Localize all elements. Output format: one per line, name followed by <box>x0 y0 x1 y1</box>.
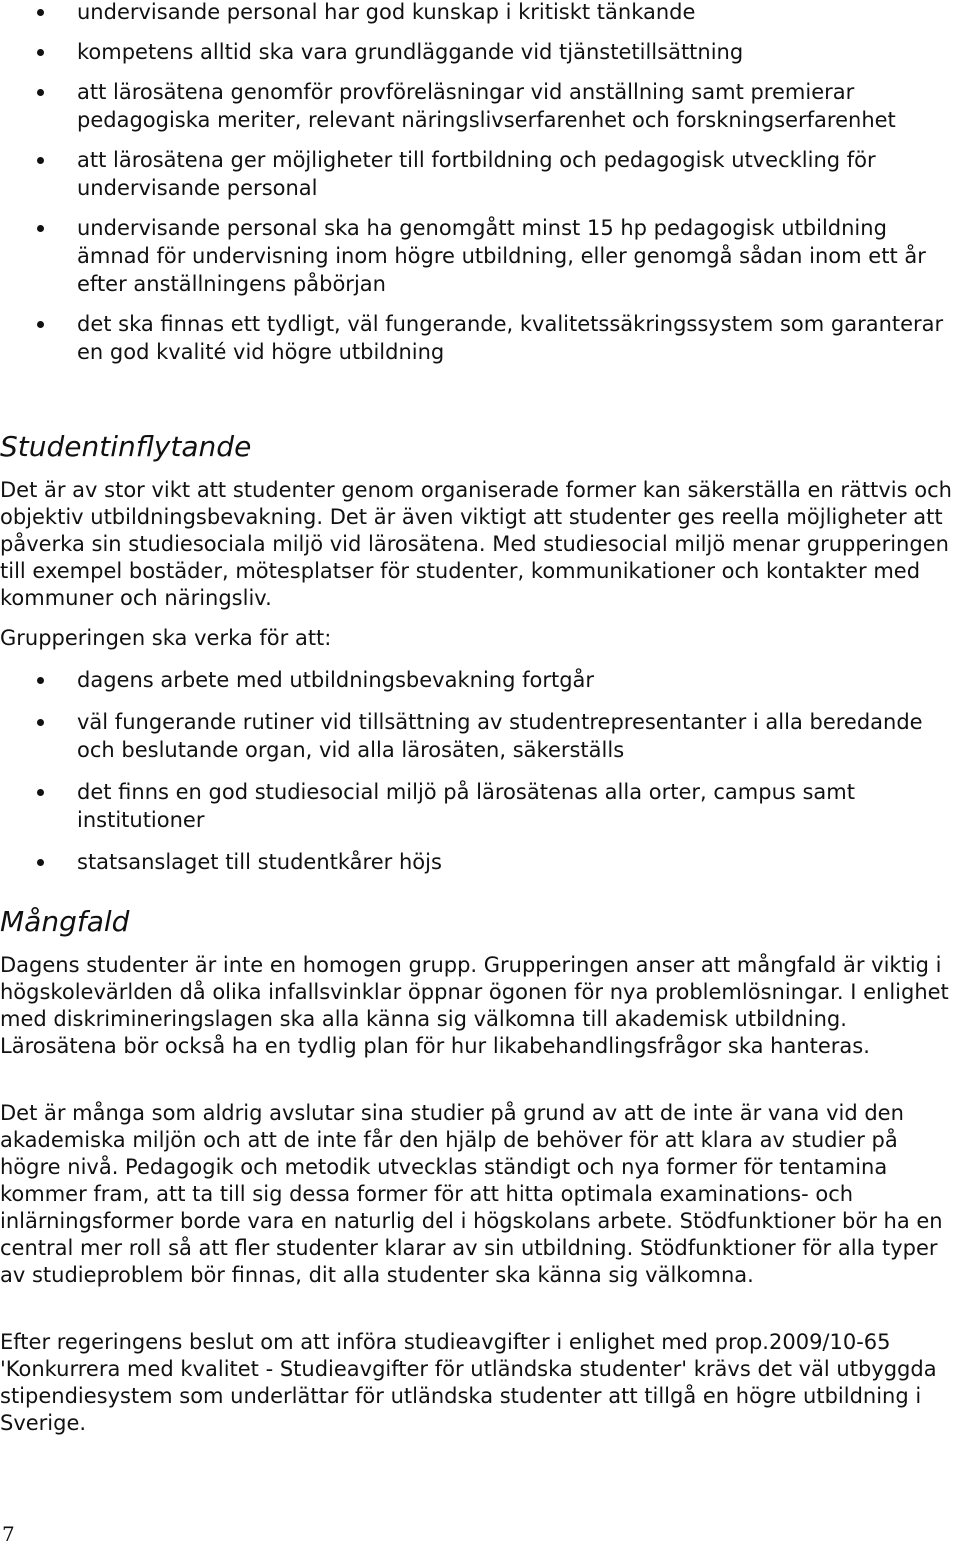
bullet-dot-icon <box>37 719 44 726</box>
bullet-dot-icon <box>37 859 44 866</box>
bullet-item: statsanslaget till studentkårer höjs <box>0 848 947 876</box>
bullet-dot-icon <box>37 321 44 328</box>
bullet-item: väl fungerande rutiner vid tillsättning av studentrepresentanter i alla beredande och beslutande organ, vid alla lärosäten, säkerställs <box>0 708 947 764</box>
bullet-dot-icon <box>37 89 44 96</box>
bullet-item: det ska finnas ett tydligt, väl fungerande, kvalitetssäkringssystem som garanterar en god kvalité vid högre utbildning <box>0 310 947 366</box>
bullet-dot-icon <box>37 225 44 232</box>
bullet-dot-icon <box>37 789 44 796</box>
bullet-item: det finns en god studiesocial miljö på lärosätenas alla orter, campus samt institutioner <box>0 778 947 834</box>
bullet-item: undervisande personal har god kunskap i kritiskt tänkande <box>0 0 947 26</box>
studentinflytande-bullet-list <box>0 666 947 876</box>
bullet-item: att lärosätena genomför provföreläsningar vid anställning samt premierar pedagogiska meriter, relevant näringslivserfarenhet och forskningserfarenhet <box>0 78 947 134</box>
studentinflytande-paragraph: Det är av stor vikt att studenter genom organiserade former kan säkerställa en rättvis och objektiv utbildningsbevakning. Det är även viktigt att studenter ges reella möjligheter att påverka sin studiesociala miljö vid lärosätena. Med studiesocial miljö menar grupperingen till exempel bostäder, mötesplatser för studenter, kommunikationer och kontakter med kommuner och näringsliv. <box>0 478 952 610</box>
intro-bullet-list <box>0 0 947 366</box>
mangfald-paragraph: Det är många som aldrig avslutar sina studier på grund av att de inte är vana vid den akademiska miljön och att de inte får den hjälp de behöver för att klara av studier på högre nivå. Pedagogik och metodik utvecklas ständigt och nya former för tentamina kommer fram, att ta till sig dessa former för att hitta optimala examinations- och inlärningsformer borde vara en naturlig del i högskolans arbete. Stödfunktioner bör ha en central mer roll så att fler studenter klarar av sin utbildning. Stödfunktioner för alla typer av studieproblem bör finnas, dit alla studenter ska känna sig välkomna. <box>0 1101 943 1287</box>
bullet-dot-icon <box>37 157 44 164</box>
bullet-item: kompetens alltid ska vara grundläggande vid tjänstetillsättning <box>0 38 947 66</box>
bullet-item: dagens arbete med utbildningsbevakning fortgår <box>0 666 947 694</box>
bullet-dot-icon <box>37 9 44 16</box>
bullet-dot-icon <box>37 677 44 684</box>
mangfald-paragraph: Dagens studenter är inte en homogen grupp. Grupperingen anser att mångfald är viktig i högskolevärlden då olika infallsvinklar öppnar ögonen för nya problemlösningar. I enlighet med diskrimineringslagen ska alla känna sig välkomna till akademisk utbildning. Lärosätena bör också ha en tydlig plan för hur likabehandlingsfrågor ska hanteras. <box>0 953 949 1058</box>
page-number: 7 <box>2 1522 15 1546</box>
list-intro: Grupperingen ska verka för att: <box>0 626 332 650</box>
bullet-item: undervisande personal ska ha genomgått minst 15 hp pedagogisk utbildning ämnad för undervisning inom högre utbildning, eller genomgå sådan inom ett år efter anställningens påbörjan <box>0 214 947 298</box>
bullet-item: att lärosätena ger möjligheter till fortbildning och pedagogisk utveckling för undervisande personal <box>0 146 947 202</box>
mangfald-paragraph: Efter regeringens beslut om att införa studieavgifter i enlighet med prop.2009/10-65 'Konkurrera med kvalitet - Studieavgifter för utländska studenter' krävs det väl utbyggda stipendiesystem som underlättar för utländska studenter att tillgå en högre utbildning i Sverige. <box>0 1330 937 1435</box>
section-heading-mangfald: Mångfald <box>0 905 130 938</box>
section-heading-studentinflytande: Studentinflytande <box>0 430 252 463</box>
bullet-dot-icon <box>37 49 44 56</box>
